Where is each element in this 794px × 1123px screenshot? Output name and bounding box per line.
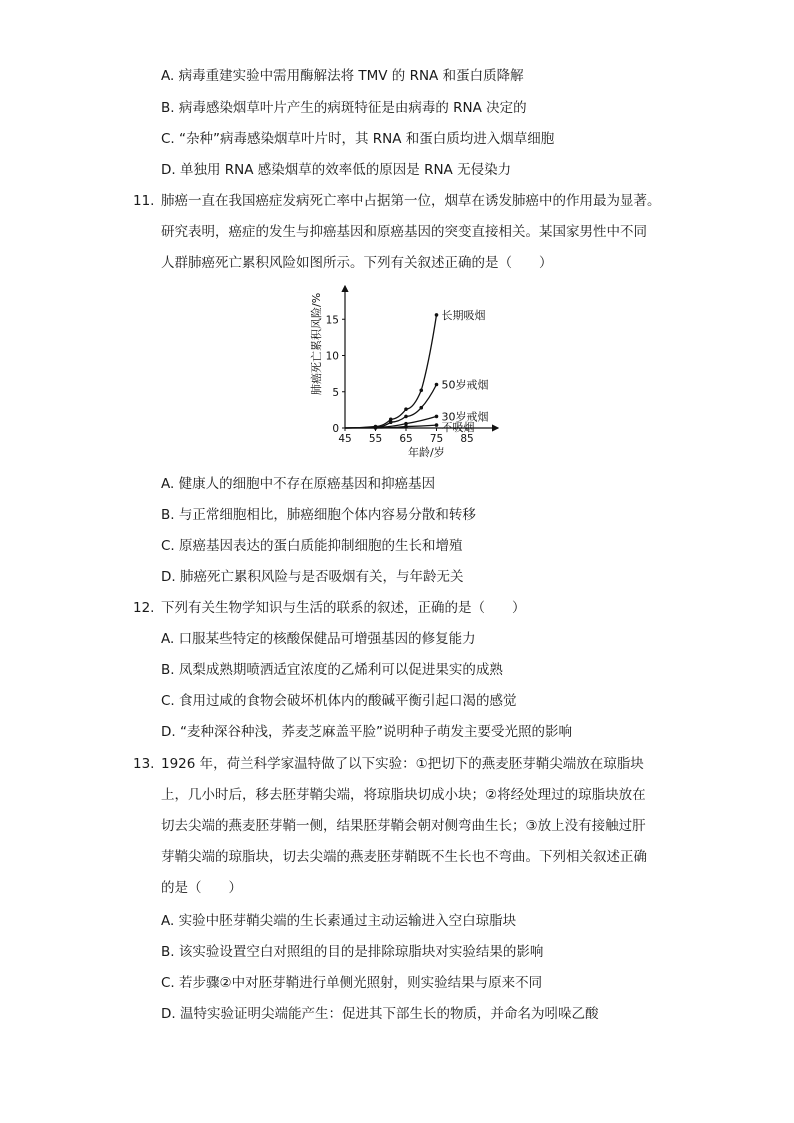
q11-stem-line-3: 人群肺癌死亡累积风险如图所示。下列有关叙述正确的是（ ）: [161, 255, 553, 271]
q13-stem-line-1: 1926 年，荷兰科学家温特做了以下实验：①把切下的燕麦胚芽鞘尖端放在琼脂块: [161, 756, 644, 772]
q12-option-d: D. “麦种深谷种浅，荞麦芝麻盖平脸”说明种子萌发主要受光照的影响: [161, 724, 572, 740]
series-label: 50岁戒烟: [441, 378, 489, 392]
q10-option-b: B. 病毒感染烟草叶片产生的病斑特征是由病毒的 RNA 决定的: [161, 100, 527, 116]
q12-option-a: A. 口服某些特定的核酸保健品可增强基因的修复能力: [161, 631, 476, 647]
y-tick-label: 0: [332, 423, 339, 435]
q10-option-c: C. “杂种”病毒感染烟草叶片时，其 RNA 和蛋白质均进入烟草细胞: [161, 131, 555, 147]
q10-option-d: D. 单独用 RNA 感染烟草的效率低的原因是 RNA 无侵染力: [161, 162, 512, 178]
q13-stem-line-3: 切去尖端的燕麦胚芽鞘一侧，结果胚芽鞘会朝对侧弯曲生长；③放上没有接触过肝: [161, 818, 646, 834]
series-label: 30岁戒烟: [441, 410, 489, 424]
series-label: 长期吸烟: [441, 308, 486, 322]
series-point: [404, 407, 408, 411]
series-line: [345, 315, 437, 428]
series-label: 不吸烟: [441, 421, 475, 435]
q11-stem-line-2: 研究表明，癌症的发生与抑癌基因和原癌基因的突变直接相关。某国家男性中不同: [161, 224, 647, 240]
y-tick-label: 10: [325, 350, 339, 363]
series-point: [419, 406, 423, 410]
q13-option-d: D. 温特实验证明尖端能产生：促进其下部生长的物质，并命名为吲哚乙酸: [161, 1006, 599, 1022]
q11-option-c: C. 原癌基因表达的蛋白质能抑制细胞的生长和增殖: [161, 538, 463, 554]
series-point: [419, 389, 423, 393]
x-tick-label: 75: [429, 433, 444, 445]
q11-stem-line-1: 肺癌一直在我国癌症发病死亡率中占据第一位，烟草在诱发肺癌中的作用最为显著。: [161, 193, 661, 209]
lung-cancer-risk-chart: [300, 280, 510, 460]
q12-stem: 下列有关生物学知识与生活的联系的叙述，正确的是（ ）: [161, 600, 526, 616]
q11-number: 11.: [133, 193, 155, 209]
x-tick-label: 65: [399, 433, 413, 445]
q11-option-b: B. 与正常细胞相比，肺癌细胞个体内容易分散和转移: [161, 507, 476, 523]
y-tick-label: 5: [332, 386, 339, 399]
q10-option-a: A. 病毒重建实验中需用酶解法将 TMV 的 RNA 和蛋白质降解: [161, 68, 524, 84]
q13-number: 13.: [133, 756, 155, 772]
x-tick-label: 55: [368, 433, 383, 445]
y-axis-label: 肺癌死亡累积风险/%: [310, 292, 323, 395]
series-point: [374, 426, 378, 430]
q12-option-b: B. 凤梨成熟期喷洒适宜浓度的乙烯利可以促进果实的成熟: [161, 662, 503, 678]
q13-stem-line-5: 的是（ ）: [161, 880, 242, 896]
series-point: [435, 313, 439, 317]
x-tick-label: 45: [338, 433, 352, 445]
x-tick-label: 85: [460, 433, 474, 445]
series-point: [435, 383, 439, 387]
q12-number: 12.: [133, 600, 155, 616]
q13-option-b: B. 该实验设置空白对照组的目的是排除琼脂块对实验结果的影响: [161, 944, 544, 960]
q11-option-a: A. 健康人的细胞中不存在原癌基因和抑癌基因: [161, 476, 436, 492]
series-point: [435, 415, 439, 419]
q12-option-c: C. 食用过咸的食物会破坏机体内的酸碱平衡引起口渴的感觉: [161, 693, 517, 709]
q13-option-c: C. 若步骤②中对胚芽鞘进行单侧光照射，则实验结果与原来不同: [161, 975, 543, 991]
series-point: [389, 420, 393, 424]
series-point: [404, 415, 408, 419]
q13-stem-line-4: 芽鞘尖端的琼脂块，切去尖端的燕麦胚芽鞘既不生长也不弯曲。下列相关叙述正确: [161, 849, 647, 865]
x-axis-label: 年龄/岁: [408, 446, 445, 459]
q13-option-a: A. 实验中胚芽鞘尖端的生长素通过主动运输进入空白琼脂块: [161, 913, 517, 929]
series-point: [435, 423, 439, 427]
q13-stem-line-2: 上，几小时后，移去胚芽鞘尖端，将琼脂块切成小块；②将经处理过的琼脂块放在: [161, 787, 646, 803]
y-tick-label: 15: [325, 314, 339, 327]
series-point: [404, 425, 408, 429]
q11-option-d: D. 肺癌死亡累积风险与是否吸烟有关，与年龄无关: [161, 569, 464, 585]
